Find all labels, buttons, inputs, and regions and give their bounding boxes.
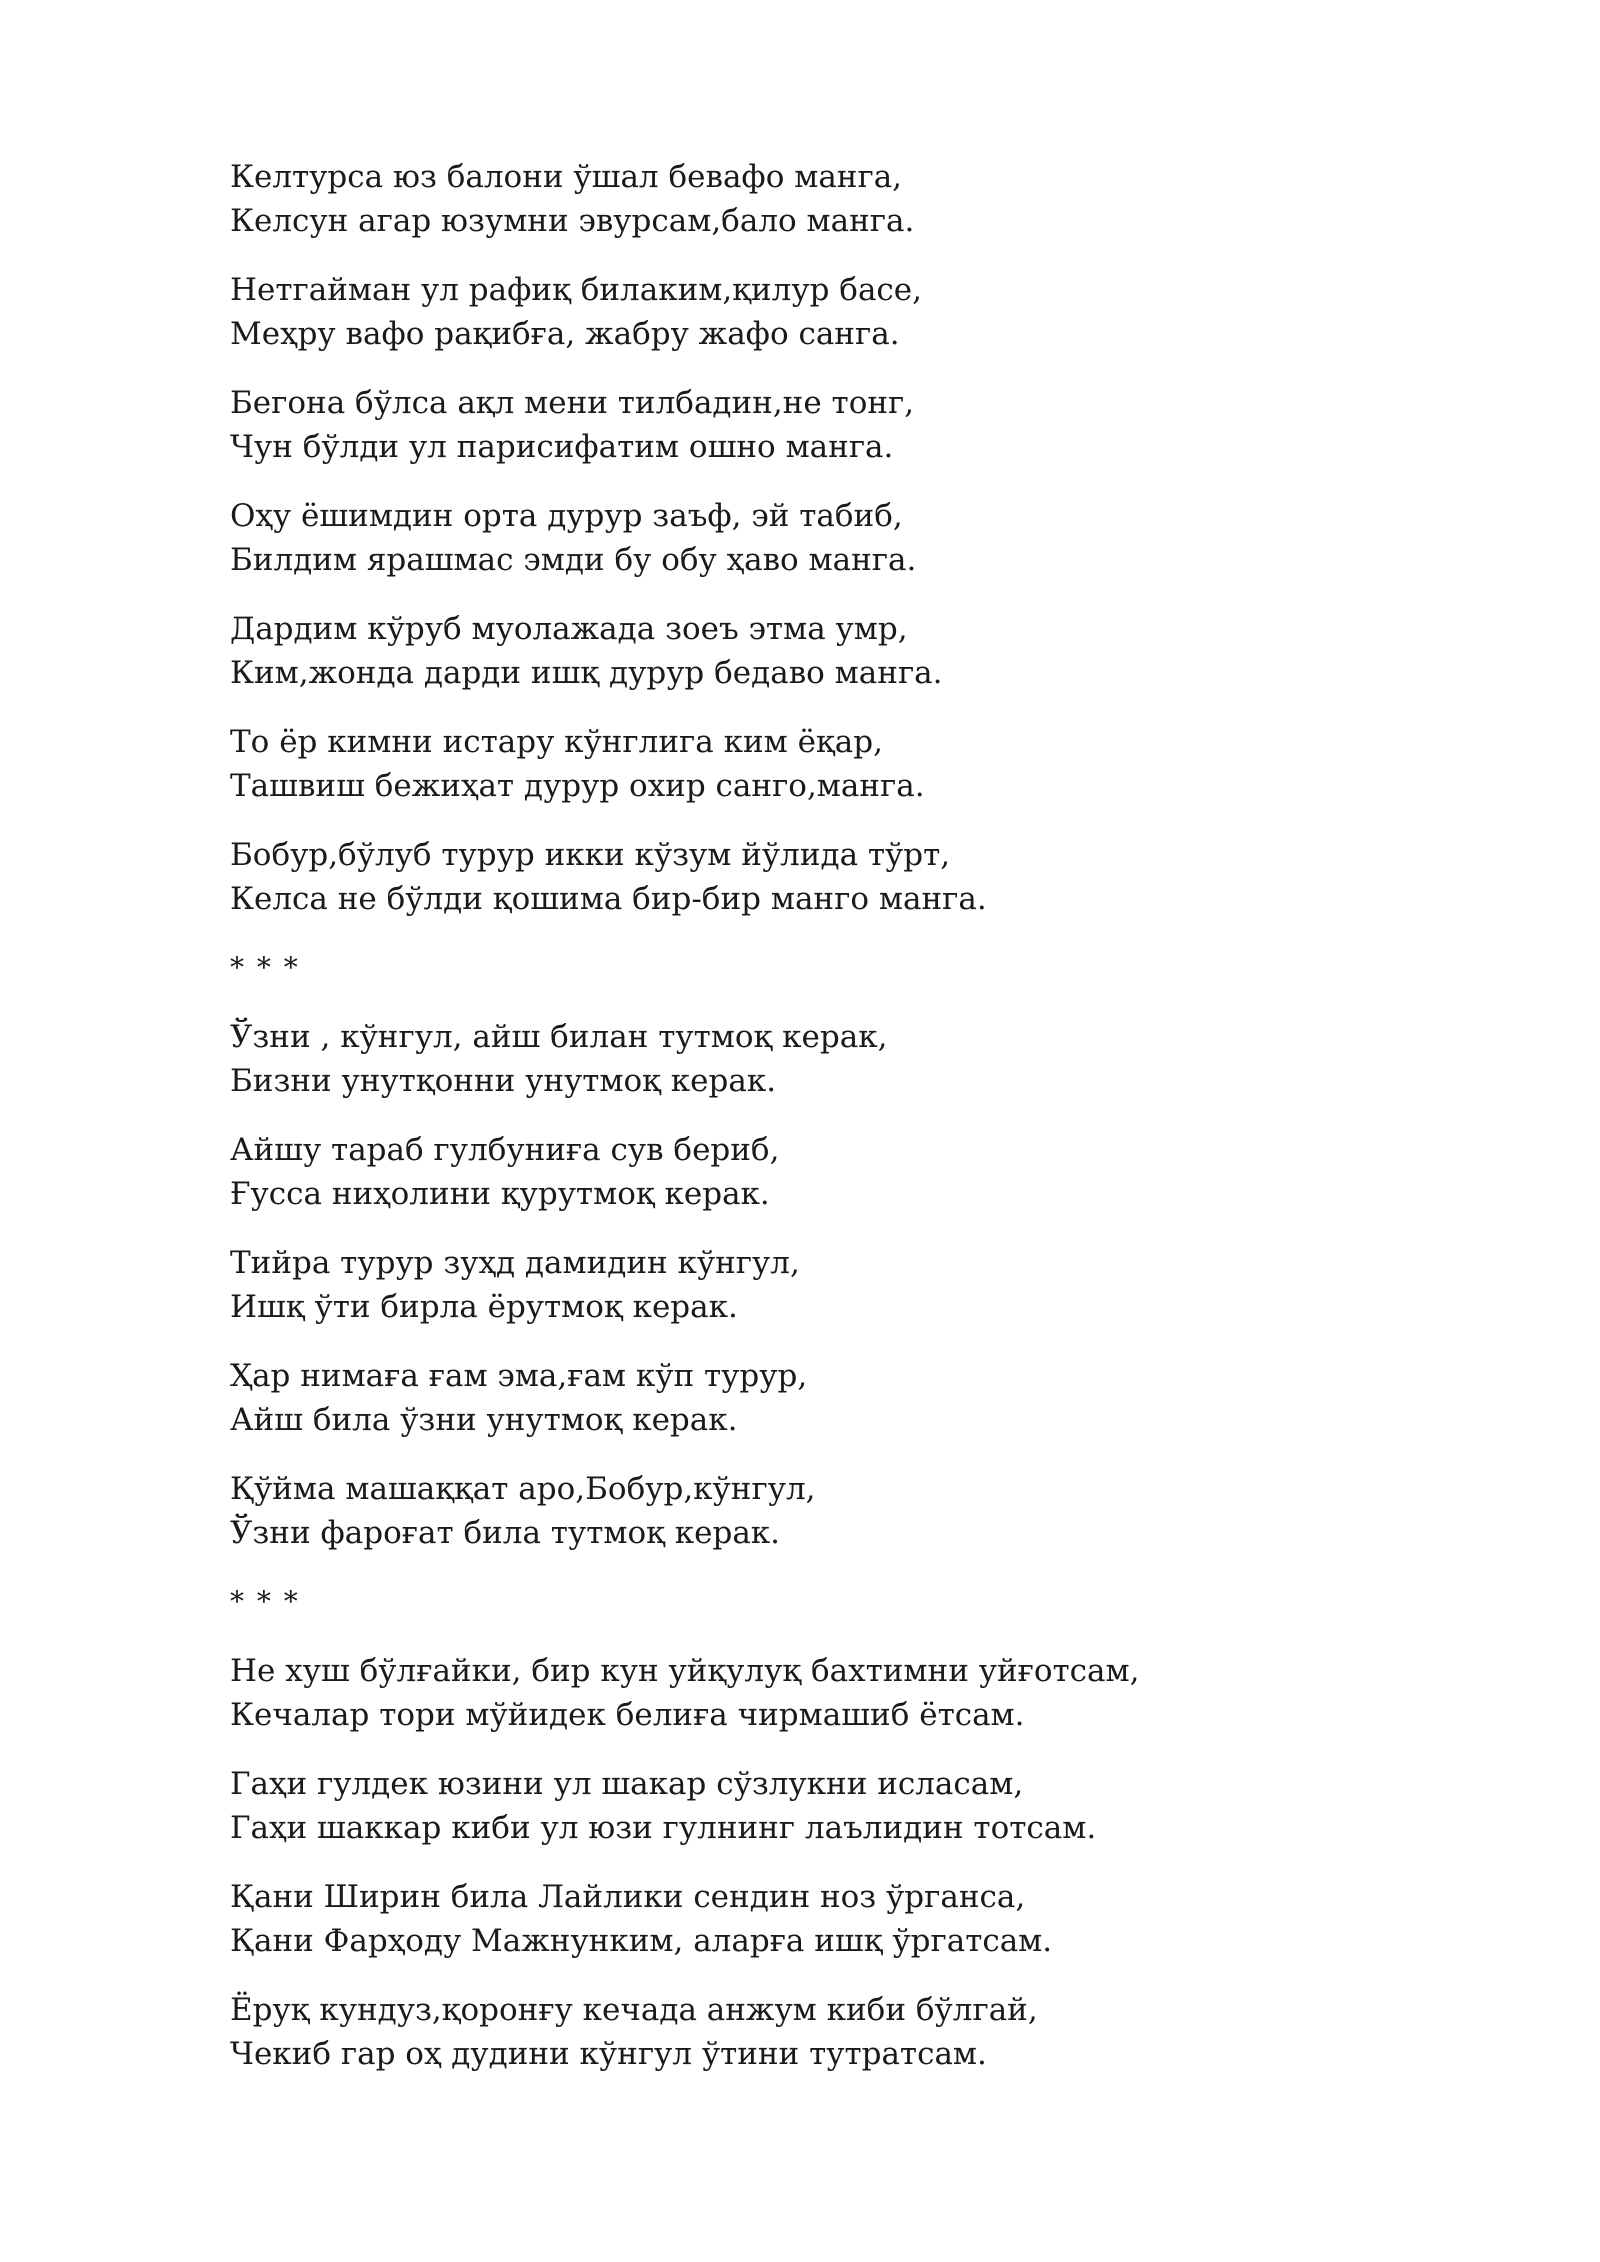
verse-line: Айшу тараб гулбуниға сув бериб, xyxy=(230,1132,780,1168)
verse-line: Ёруқ кундуз,қоронғу кечада анжум киби бўлгай, xyxy=(230,1992,1038,2028)
stanza xyxy=(230,494,1530,582)
stanza xyxy=(230,381,1530,469)
poem-3 xyxy=(230,1649,1530,2076)
stanza xyxy=(230,155,1530,243)
verse-line: Кечалар тори мўйидек белиға чирмашиб ётсам. xyxy=(230,1697,1025,1733)
stanza xyxy=(230,1354,1530,1442)
stanza xyxy=(230,1762,1530,1850)
verse-line: Бизни унутқонни унутмоқ керак. xyxy=(230,1063,777,1099)
section-separator: * * * xyxy=(230,1585,300,1618)
section-separator: * * * xyxy=(230,951,300,984)
verse-line: Дардим кўруб муолажада зоеъ этма умр, xyxy=(230,611,908,647)
verse-line: Билдим ярашмас эмди бу обу ҳаво манга. xyxy=(230,542,917,578)
stanza xyxy=(230,1241,1530,1329)
verse-line: Ғусса ниҳолини қурутмоқ керак. xyxy=(230,1176,770,1212)
stanza xyxy=(230,1875,1530,1963)
verse-line: Гаҳи гулдек юзини ул шакар сўзлукни исласам, xyxy=(230,1766,1024,1802)
verse-line: Қўйма машаққат аро,Бобур,кўнгул, xyxy=(230,1471,816,1507)
verse-line: То ёр кимни истару кўнглига ким ёқар, xyxy=(230,724,883,760)
verse-line: Ҳар нимаға ғам эма,ғам кўп турур, xyxy=(230,1358,808,1394)
verse-line: Тийра турур зуҳд дамидин кўнгул, xyxy=(230,1245,800,1281)
poem-1 xyxy=(230,155,1530,921)
document-page xyxy=(230,155,1530,2101)
stanza xyxy=(230,1649,1530,1737)
verse-line: Ким,жонда дарди ишқ дурур бедаво манга. xyxy=(230,655,943,691)
stanza xyxy=(230,1988,1530,2076)
verse-line: Не хуш бўлғайки, бир кун уйқулуқ бахтимни уйғотсам, xyxy=(230,1653,1140,1689)
poem-2 xyxy=(230,1015,1530,1555)
verse-line: Ўзни фароғат била тутмоқ керак. xyxy=(230,1515,781,1551)
verse-line: Ўзни , кўнгул, айш билан тутмоқ керак, xyxy=(230,1019,888,1055)
stanza xyxy=(230,1467,1530,1555)
stanza xyxy=(230,1128,1530,1216)
verse-line: Айш била ўзни унутмоқ керак. xyxy=(230,1402,738,1438)
verse-line: Чекиб гар оҳ дудини кўнгул ўтини тутратсам. xyxy=(230,2036,987,2072)
verse-line: Келса не бўлди қошима бир-бир манго манга. xyxy=(230,881,987,917)
verse-line: Бегона бўлса ақл мени тилбадин,не тонг, xyxy=(230,385,915,421)
verse-line: Ишқ ўти бирла ёрутмоқ керак. xyxy=(230,1289,738,1325)
stanza xyxy=(230,833,1530,921)
verse-line: Гаҳи шаккар киби ул юзи гулнинг лаълидин тотсам. xyxy=(230,1810,1097,1846)
verse-line: Меҳру вафо рақибға, жабру жафо санга. xyxy=(230,316,900,352)
verse-line: Оҳу ёшимдин орта дурур заъф, эй табиб, xyxy=(230,498,903,534)
verse-line: Келтурса юз балони ўшал бевафо манга, xyxy=(230,159,903,195)
stanza xyxy=(230,607,1530,695)
stanza xyxy=(230,268,1530,356)
stanza xyxy=(230,1015,1530,1103)
verse-line: Нетгайман ул рафиқ билаким,қилур басе, xyxy=(230,272,922,308)
verse-line: Қани Ширин била Лайлики сендин ноз ўрганса, xyxy=(230,1879,1026,1915)
stanza xyxy=(230,720,1530,808)
verse-line: Қани Фарҳоду Мажнунким, аларға ишқ ўргатсам. xyxy=(230,1923,1053,1959)
verse-line: Келсун агар юзумни эвурсам,бало манга. xyxy=(230,203,915,239)
verse-line: Ташвиш бежиҳат дурур охир санго,манга. xyxy=(230,768,925,804)
verse-line: Чун бўлди ул парисифатим ошно манга. xyxy=(230,429,894,465)
verse-line: Бобур,бўлуб турур икки кўзум йўлида тўрт, xyxy=(230,837,951,873)
